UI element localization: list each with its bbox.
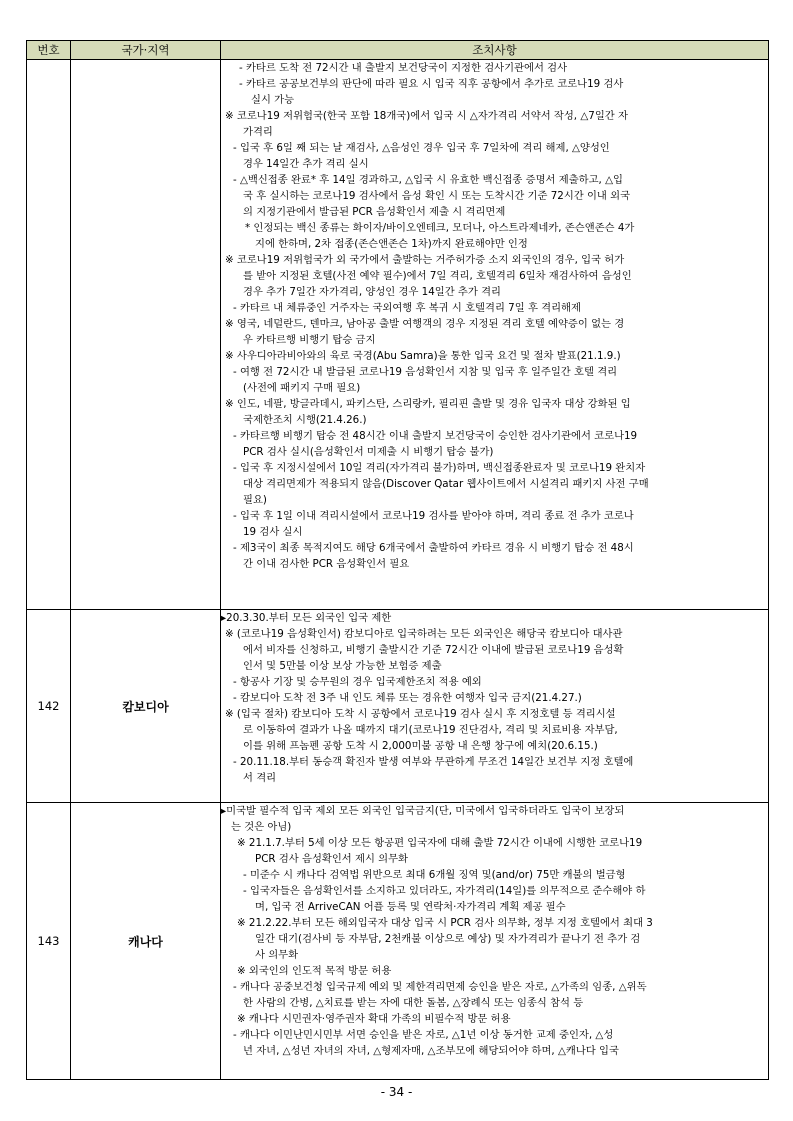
measure-line: 우 카타르행 비행기 탑승 금지 — [243, 334, 376, 346]
measure-line: - 여행 전 72시간 내 발급된 코로나19 음성확인서 지참 및 입국 후 일주일간 호텔 격리 — [233, 366, 618, 378]
row-country — [71, 60, 221, 610]
header-number: 번호 — [27, 41, 71, 60]
measure-line: 서 격리 — [243, 772, 277, 784]
measure-line: 한 사람의 간병, △치료를 받는 자에 대한 돌봄, △장례식 또는 임종식 참석 등 — [243, 997, 584, 1009]
measure-line: ※ 인도, 네팔, 방글라데시, 파키스탄, 스리랑카, 필리핀 출발 및 경유 입국자 대상 강화된 입 — [225, 398, 631, 410]
measure-line: 일간 대기(검사비 등 자부담, 2천캐불 이상으로 예상) 및 자가격리가 끝나기 전 추가 검 — [255, 933, 641, 945]
measure-line: ▸미국발 필수적 입국 제외 모든 외국인 입국금지(단, 미국에서 입국하더라도 입국이 보장되 — [221, 805, 625, 817]
row-measures — [221, 610, 769, 803]
measure-line: 의 지정기관에서 발급된 PCR 음성확인서 제출 시 격리면제 — [243, 206, 506, 218]
measure-line: - 입국자들은 음성확인서를 소지하고 있더라도, 자가격리(14일)를 의무적으로 준수해야 하 — [243, 885, 646, 897]
measure-line: PCR 검사 실시(음성확인서 미제출 시 비행기 탑승 불가) — [243, 446, 494, 458]
measure-line: - 미준수 시 캐나다 검역법 위반으로 최대 6개월 징역 및(and/or) 75만 캐불의 벌금형 — [243, 869, 626, 881]
row-country: 캄보디아 — [71, 610, 221, 803]
row-number — [27, 60, 71, 610]
measure-line: PCR 검사 음성확인서 제시 의무화 — [255, 853, 409, 865]
measure-line: - 캐나다 공중보건청 입국규제 예외 및 제한격리면제 승인을 받은 자로, △가족의 임종, △위독 — [233, 981, 647, 993]
measure-line: 사 의무화 — [255, 949, 299, 961]
row-number: 143 — [27, 803, 71, 1080]
measure-line: * 인정되는 백신 종류는 화이자/바이오엔테크, 모더나, 아스트라제네카, 존슨앤존슨 4가 — [245, 222, 635, 234]
row-measures — [221, 803, 769, 1080]
measure-line: ※ 사우디아라비아와의 육로 국경(Abu Samra)을 통한 입국 요건 및 절차 발표(21.1.9.) — [225, 350, 621, 362]
page-number: - 34 - — [380, 1085, 413, 1099]
measure-line: ※ 캐나다 시민권자·영주권자 확대 가족의 비필수적 방문 허용 — [237, 1013, 511, 1025]
measure-line: ※ (입국 절차) 캄보디아 도착 시 공항에서 코로나19 검사 실시 후 지정호텔 등 격리시설 — [225, 708, 616, 720]
measure-line: 국제한조치 시행(21.4.26.) — [243, 414, 367, 426]
measure-line: - 캄보디아 도착 전 3주 내 인도 체류 또는 경유한 여행자 입국 금지(21.4.27.) — [233, 692, 582, 704]
measure-line: 가격리 — [243, 126, 273, 138]
measure-line: 국 후 실시하는 코로나19 검사에서 음성 확인 시 또는 도착시간 기준 72시간 이내 외국 — [243, 190, 631, 202]
measure-line: - 카타르행 비행기 탑승 전 48시간 이내 출발지 보건당국이 승인한 검사기관에서 코로나19 — [233, 430, 638, 442]
measure-line: 인서 및 5만불 이상 보상 가능한 보험증 제출 — [243, 660, 442, 672]
measure-line: ▸20.3.30.부터 모든 외국인 입국 제한 — [221, 612, 392, 624]
measure-line: 지에 한하며, 2차 접종(존슨앤존슨 1차)까지 완료해야만 인정 — [255, 238, 528, 250]
measure-line: 년 자녀, △성년 자녀의 자녀, △형제자매, △조부모에 해당되어야 하며, △캐나다 입국 — [243, 1045, 619, 1057]
measure-line: 는 것은 아님) — [231, 821, 292, 833]
measure-line: ※ 영국, 네덜란드, 덴마크, 남아공 출발 여행객의 경우 지정된 격리 호텔 예약증이 없는 경 — [225, 318, 625, 330]
measures-table — [26, 40, 769, 1080]
measure-line: - 입국 후 1일 이내 격리시설에서 코로나19 검사를 받아야 하며, 격리 종료 전 추가 코로나 — [233, 510, 634, 522]
row-country: 캐나다 — [71, 803, 221, 1080]
measure-line: ※ 21.2.22.부터 모든 해외입국자 대상 입국 시 PCR 검사 의무화, 정부 지정 호텔에서 최대 3 — [237, 917, 653, 929]
measure-line: - 캐나다 이민난민시민부 서면 승인을 받은 자로, △1년 이상 동거한 교제 중인자, △성 — [233, 1029, 614, 1041]
row-measures — [221, 60, 769, 610]
measure-line: 경우 추가 7일간 자가격리, 양성인 경우 14일간 추가 격리 — [243, 286, 501, 298]
table-header-row — [27, 41, 769, 60]
measure-line: - 카타르 도착 전 72시간 내 출발지 보건당국이 지정한 검사기관에서 검사 — [239, 62, 568, 74]
measure-line: (사전에 패키지 구매 필요) — [243, 382, 361, 394]
measure-line: 로 이동하여 결과가 나올 때까지 대기(코로나19 진단검사, 격리 및 치료비용 자부담, — [243, 724, 618, 736]
measure-line: ※ 코로나19 저위험국(한국 포함 18개국)에서 입국 시 △자가격리 서약서 작성, △7일간 자 — [225, 110, 628, 122]
measure-line: 간 이내 검사한 PCR 음성확인서 필요 — [243, 558, 410, 570]
row-number: 142 — [27, 610, 71, 803]
measure-line: - 20.11.18.부터 동승객 확진자 발생 여부와 무관하게 무조건 14일간 보건부 지정 호텔에 — [233, 756, 634, 768]
measure-line: - 입국 후 지정시설에서 10일 격리(자가격리 불가)하며, 백신접종완료자 및 코로나19 완치자 — [233, 462, 646, 474]
measure-line: - 카타르 내 체류중인 거주자는 국외여행 후 복귀 시 호텔격리 7일 후 격리해제 — [233, 302, 581, 314]
measure-line: 필요) — [243, 494, 267, 506]
measure-line: 에서 비자를 신청하고, 비행기 출발시간 기준 72시간 이내에 발급된 코로나19 음성확 — [243, 644, 624, 656]
measure-line: - 항공사 기장 및 승무원의 경우 입국제한조치 적용 예외 — [233, 676, 482, 688]
table-row-qatar-continued — [27, 60, 769, 610]
measure-line: 를 받아 지정된 호텔(사전 예약 필수)에서 7일 격리, 호텔격리 6일차 재검사하여 음성인 — [243, 270, 632, 282]
measure-line: ※ 코로나19 저위험국가 외 국가에서 출발하는 거주허가증 소지 외국인의 경우, 입국 허가 — [225, 254, 625, 266]
header-country: 국가·지역 — [71, 41, 221, 60]
measure-line: ※ (코로나19 음성확인서) 캄보디아로 입국하려는 모든 외국인은 해당국 캄보디아 대사관 — [225, 628, 623, 640]
measure-line: 19 검사 실시 — [243, 526, 303, 538]
measure-line: - 카타르 공공보건부의 판단에 따라 필요 시 입국 직후 공항에서 추가로 코로나19 검사 — [239, 78, 624, 90]
measure-line: 경우 14일간 추가 격리 실시 — [243, 158, 369, 170]
measure-line: - △백신접종 완료* 후 14일 경과하고, △입국 시 유효한 백신접종 증명서 제출하고, △입 — [233, 174, 623, 186]
measure-line: - 입국 후 6일 째 되는 날 재검사, △음성인 경우 입국 후 7일차에 격리 해제, △양성인 — [233, 142, 610, 154]
measure-line: 이를 위해 프놈펜 공항 도착 시 2,000미불 공항 내 은행 창구에 예치(20.6.15.) — [243, 740, 598, 752]
measure-line: 실시 가능 — [251, 94, 295, 106]
table-row-cambodia — [27, 610, 769, 803]
header-measures: 조치사항 — [221, 41, 769, 60]
table-row-canada — [27, 803, 769, 1080]
measure-line: - 제3국이 최종 목적지여도 해당 6개국에서 출발하여 카타르 경유 시 비행기 탑승 전 48시 — [233, 542, 634, 554]
measure-line: 대상 격리면제가 적용되지 않음(Discover Qatar 웹사이트에서 시설격리 패키지 사전 구매 — [243, 478, 649, 490]
measure-line: ※ 외국인의 인도적 목적 방문 허용 — [237, 965, 392, 977]
measure-line: ※ 21.1.7.부터 5세 이상 모든 항공편 입국자에 대해 출발 72시간 이내에 시행한 코로나19 — [237, 837, 643, 849]
measure-line: 며, 입국 전 ArriveCAN 어플 등록 및 연락처·자가격리 계획 제공 필수 — [255, 901, 566, 913]
